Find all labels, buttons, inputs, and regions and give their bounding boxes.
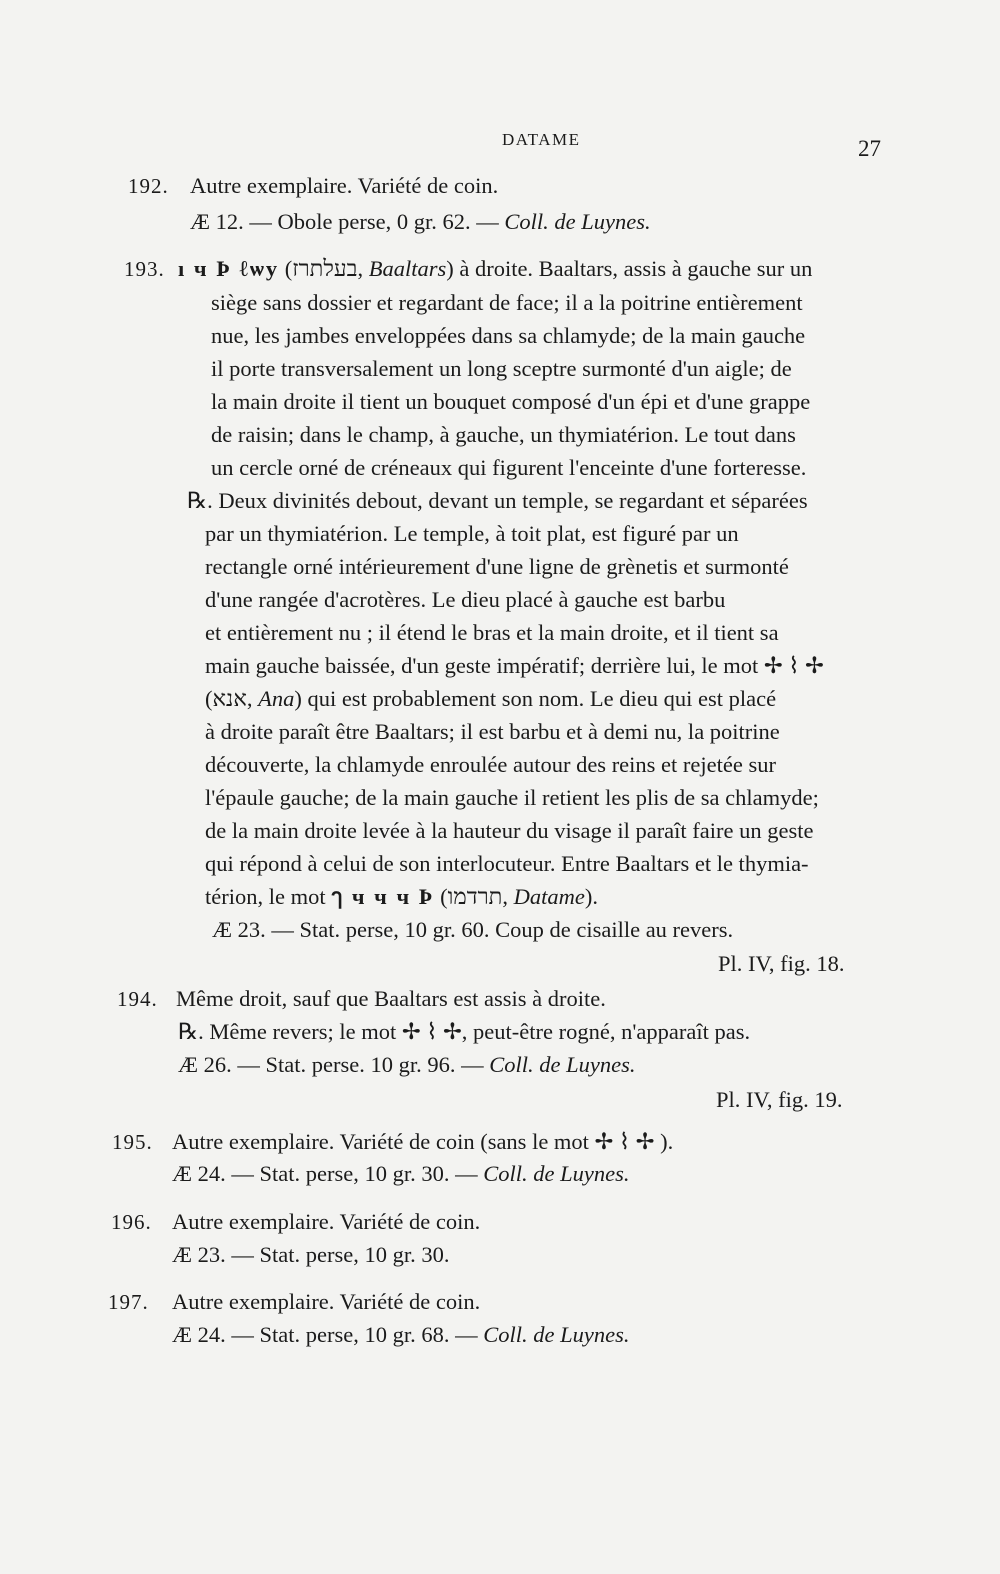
entry-number: 193. xyxy=(124,257,165,281)
plate-reference: Pl. IV, fig. 18. xyxy=(718,951,845,976)
page-number: 27 xyxy=(858,136,881,161)
text-line: et entièrement nu ; il étend le bras et la main droite, et il tient sa xyxy=(205,620,779,645)
text-line: la main droite il tient un bouquet composé d'un épi et d'une grappe xyxy=(211,389,811,414)
entry-text: Autre exemplaire. Variété de coin (sans le mot ✢ ⌇ ✢ ). xyxy=(172,1129,674,1154)
entry-number: 197. xyxy=(108,1290,149,1314)
plate-reference: Pl. IV, fig. 19. xyxy=(716,1087,843,1112)
text-line: par un thymiatérion. Le temple, à toit plat, est figuré par un xyxy=(205,521,739,546)
entry-first-line: ı ч Ϸ ℓѡу (בעלתרז, Baaltars) à droite. Baaltars, assis à gauche sur un xyxy=(178,256,813,281)
text-line: d'une rangée d'acrotères. Le dieu placé à gauche est barbu xyxy=(205,587,726,612)
reverse-text-line: ℞. Deux divinités debout, devant un temple, se regardant et séparées xyxy=(187,488,808,513)
coin-metrics: Æ 26. — Stat. perse. 10 gr. 96. — Coll. de Luynes. xyxy=(178,1052,636,1077)
entry-text: Autre exemplaire. Variété de coin. xyxy=(190,173,499,198)
aramaic-legend: ๅ ч ч ч Ϸ xyxy=(331,884,435,909)
text-line: découverte, la chlamyde enroulée autour des reins et rejetée sur xyxy=(205,752,776,777)
text-line: nue, les jambes enveloppées dans sa chlamyde; de la main gauche xyxy=(211,323,806,348)
entry-text: Autre exemplaire. Variété de coin. xyxy=(172,1289,481,1314)
text-line: (אנא, Ana) qui est probablement son nom. Le dieu qui est placé xyxy=(205,686,777,711)
coin-metrics: Æ 24. — Stat. perse, 10 gr. 68. — Coll. de Luynes. xyxy=(172,1322,630,1347)
text-line: il porte transversalement un long sceptre surmonté d'un aigle; de xyxy=(211,356,792,381)
entry-number: 194. xyxy=(117,987,158,1011)
reverse-text-line: ℞. Même revers; le mot ✢ ⌇ ✢, peut-être rogné, n'apparaît pas. xyxy=(178,1019,751,1044)
coin-metrics: Æ 24. — Stat. perse, 10 gr. 30. — Coll. de Luynes. xyxy=(172,1161,630,1186)
text-line: à droite paraît être Baaltars; il est barbu et à demi nu, la poitrine xyxy=(205,719,780,744)
entry-text: Autre exemplaire. Variété de coin. xyxy=(172,1209,481,1234)
text-line: rectangle orné intérieurement d'une ligne de grènetis et surmonté xyxy=(205,554,789,579)
entry-number: 196. xyxy=(111,1210,152,1234)
text-line: térion, le mot ๅ ч ч ч Ϸ (תרדמו, Datame). xyxy=(205,884,598,909)
text-line: main gauche baissée, d'un geste impératif; derrière lui, le mot ✢ ⌇ ✢ xyxy=(205,653,824,678)
entry-number: 195. xyxy=(112,1130,153,1154)
coin-metrics: Æ 12. — Obole perse, 0 gr. 62. — Coll. de Luynes. xyxy=(190,209,651,234)
text-line: siège sans dossier et regardant de face; il a la poitrine entièrement xyxy=(211,290,803,315)
text-line: un cercle orné de créneaux qui figurent l'enceinte d'une forteresse. xyxy=(211,455,807,480)
aramaic-legend: ı ч Ϸ ℓѡу xyxy=(178,256,280,281)
coin-metrics: Æ 23. — Stat. perse, 10 gr. 60. Coup de cisaille au revers. xyxy=(212,917,734,942)
text-line: qui répond à celui de son interlocuteur. Entre Baaltars et le thymia- xyxy=(205,851,809,876)
running-head: DATAME xyxy=(502,130,581,149)
text-line: de la main droite levée à la hauteur du visage il paraît faire un geste xyxy=(205,818,814,843)
entry-number: 192. xyxy=(128,174,169,198)
text-line: l'épaule gauche; de la main gauche il retient les plis de sa chlamyde; xyxy=(205,785,819,810)
coin-metrics: Æ 23. — Stat. perse, 10 gr. 30. xyxy=(172,1242,450,1267)
entry-text: Même droit, sauf que Baaltars est assis à droite. xyxy=(176,986,606,1011)
text-line: de raisin; dans le champ, à gauche, un thymiatérion. Le tout dans xyxy=(211,422,796,447)
